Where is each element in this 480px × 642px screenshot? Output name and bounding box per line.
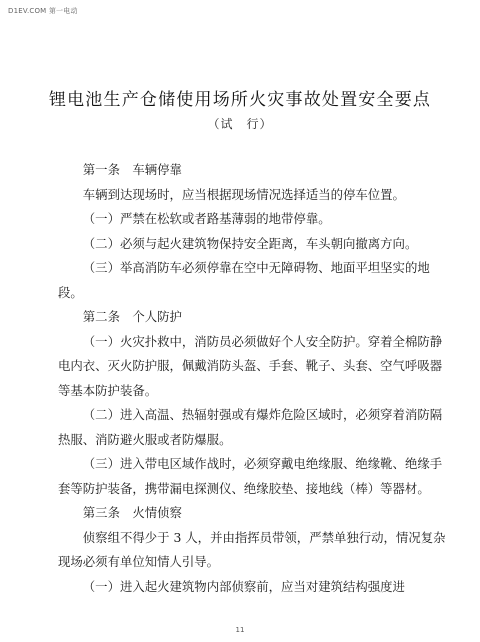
paragraph: （一）严禁在松软或者路基薄弱的地带停靠。 <box>82 211 331 226</box>
paragraph: （二）必须与起火建筑物保持安全距离，车头朝向撤离方向。 <box>82 235 418 251</box>
document-title: 锂电池生产仓储使用场所火灾事故处置安全要点 <box>48 90 432 110</box>
article-3-heading: 第三条 火情侦察 <box>82 505 182 520</box>
paragraph: （一）火灾扑救中，消防员必须做好个人安全防护。穿着全棉防静电内衣、灭火防护服，佩戴消防头盔、手套、靴子、头套、空气呼吸器等基本防护装备。 <box>58 333 443 398</box>
page-number: 11 <box>235 626 245 634</box>
paragraph: （三）举高消防车必须停靠在空中无障碍物、地面平坦坚实的地段。 <box>58 260 430 300</box>
paragraph: 侦察组不得少于 3 人，并由指挥员带领，严禁单独行动，情况复杂现场必须有单位知情人引导。 <box>58 529 446 569</box>
article-1-heading: 第一条 车辆停靠 <box>82 162 182 177</box>
document-body <box>58 158 448 599</box>
watermark-text: D1EV.COM 第一电动 <box>8 7 78 15</box>
paragraph: 车辆到达现场时，应当根据现场情况选择适当的停车位置。 <box>82 186 405 202</box>
document-subtitle: （试 行） <box>207 117 273 131</box>
paragraph: （三）进入带电区域作战时，必须穿戴电绝缘服、绝缘靴、绝缘手套等防护装备，携带漏电探测仪、绝缘胶垫、接地线（棒）等器材。 <box>58 456 443 496</box>
paragraph: （二）进入高温、热辐射强或有爆炸危险区域时，必须穿着消防隔热服、消防避火服或者防爆服。 <box>58 407 443 447</box>
article-2-heading: 第二条 个人防护 <box>82 309 182 324</box>
paragraph: （一）进入起火建筑物内部侦察前，应当对建筑结构强度进 <box>82 578 405 594</box>
